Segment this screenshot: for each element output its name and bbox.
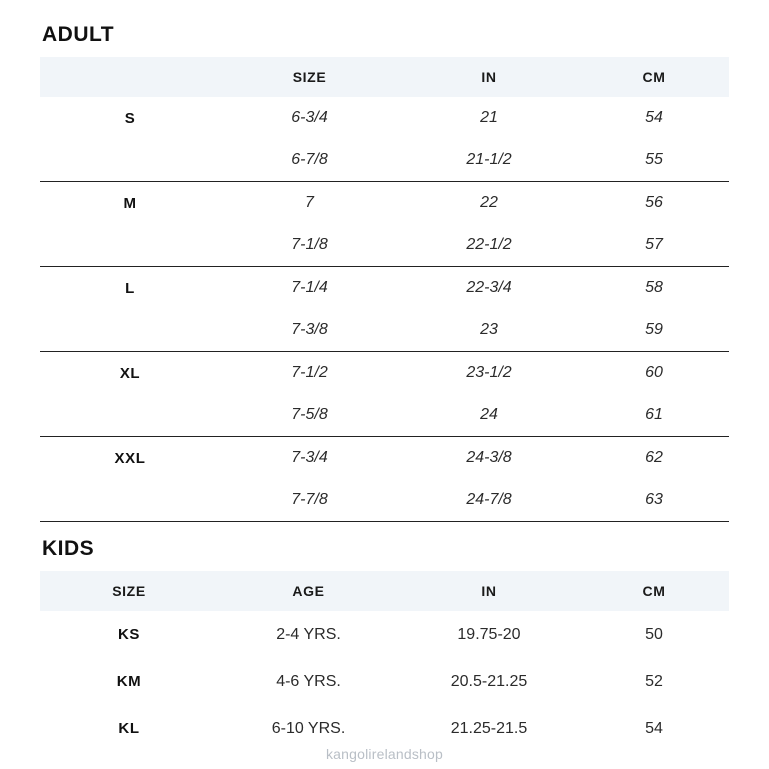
- adult-row-cm: 57: [645, 236, 663, 254]
- table-row: [40, 267, 729, 310]
- adult-row-in: 22-3/4: [399, 267, 579, 310]
- kids-row-age: 6-10 YRS.: [271, 719, 346, 737]
- table-row: [40, 611, 729, 658]
- table-row: [40, 139, 729, 182]
- adult-row-cm: 56: [579, 182, 729, 225]
- adult-row-label: XL: [40, 352, 220, 395]
- table-row: [40, 437, 729, 480]
- kids-size-table: [40, 571, 729, 752]
- adult-row-label: [40, 309, 220, 352]
- kids-header-cm: CM: [579, 571, 729, 611]
- adult-row-cm: 63: [579, 479, 729, 522]
- adult-row-size: 7-5/8: [291, 406, 328, 424]
- table-row: [40, 658, 729, 705]
- adult-row-size: 6-3/4: [291, 109, 328, 127]
- adult-row-cm: 55: [645, 151, 663, 169]
- kids-table-head: [40, 571, 729, 611]
- adult-row-label: [40, 224, 220, 267]
- adult-row-in: 21-1/2: [466, 151, 512, 169]
- adult-row-size: 7-3/4: [220, 437, 399, 480]
- kids-header-size: SIZE: [40, 571, 218, 611]
- adult-row-in: 24: [480, 406, 498, 424]
- table-row: [40, 224, 729, 267]
- adult-row-label: [40, 394, 220, 437]
- kids-row-age: 2-4 YRS.: [276, 625, 341, 643]
- table-row: [40, 97, 729, 139]
- adult-section-title: ADULT: [42, 23, 115, 46]
- adult-row-label: L: [40, 267, 220, 310]
- adult-row-cm: 60: [579, 352, 729, 395]
- adult-row-size: 6-7/8: [291, 151, 328, 169]
- kids-header-in: IN: [399, 571, 579, 611]
- adult-table-head: [40, 57, 729, 97]
- adult-header-in: IN: [399, 57, 579, 97]
- adult-row-in: 22: [399, 182, 579, 225]
- adult-row-cm: 61: [645, 406, 663, 424]
- watermark: kangolirelandshop: [325, 746, 444, 762]
- adult-row-cm: 58: [579, 267, 729, 310]
- adult-table-body: [40, 97, 729, 522]
- kids-row-cm: 52: [645, 672, 663, 690]
- kids-header-age: AGE: [218, 571, 399, 611]
- adult-row-size: 7-3/8: [291, 321, 328, 339]
- adult-header-size: SIZE: [220, 57, 399, 97]
- adult-row-label: M: [40, 182, 220, 225]
- kids-header-row: [40, 571, 729, 611]
- adult-row-label: [40, 139, 220, 182]
- adult-row-in: 23-1/2: [399, 352, 579, 395]
- adult-row-in: 21: [480, 109, 498, 127]
- adult-row-in: 24-3/8: [399, 437, 579, 480]
- adult-row-size: 7: [220, 182, 399, 225]
- adult-row-size: 7-7/8: [220, 479, 399, 522]
- kids-row-in: 19.75-20: [457, 625, 521, 643]
- kids-row-cm: 50: [645, 625, 663, 643]
- table-row: [40, 309, 729, 352]
- adult-row-in: 23: [480, 321, 498, 339]
- adult-row-size: 7-1/4: [220, 267, 399, 310]
- adult-row-cm: 59: [645, 321, 663, 339]
- adult-row-size: 7-1/2: [220, 352, 399, 395]
- adult-row-size: 7-1/8: [291, 236, 328, 254]
- table-row: [40, 182, 729, 225]
- kids-row-in: 21.25-21.5: [450, 719, 528, 737]
- adult-row-in: 22-1/2: [466, 236, 512, 254]
- adult-row-label: [40, 479, 220, 522]
- table-row: [40, 352, 729, 395]
- table-row: [40, 394, 729, 437]
- kids-section-title: KIDS: [42, 537, 95, 561]
- adult-header-row: [40, 57, 729, 97]
- adult-row-label: S: [124, 109, 136, 127]
- kids-row-label: KL: [118, 720, 140, 738]
- adult-row-cm: 62: [579, 437, 729, 480]
- kids-row-label: KM: [116, 673, 142, 691]
- kids-row-cm: 54: [645, 719, 663, 737]
- adult-row-label: XXL: [40, 437, 220, 480]
- kids-row-in: 20.5-21.25: [450, 672, 528, 690]
- table-row: [40, 479, 729, 522]
- kids-row-label: KS: [117, 626, 141, 644]
- kids-row-age: 4-6 YRS.: [276, 672, 341, 690]
- adult-header-cm: CM: [579, 57, 729, 97]
- adult-row-cm: 54: [645, 109, 663, 127]
- kids-table-body: [40, 611, 729, 752]
- adult-header-blank: [40, 57, 220, 97]
- adult-size-table: [40, 57, 729, 522]
- adult-row-in: 24-7/8: [399, 479, 579, 522]
